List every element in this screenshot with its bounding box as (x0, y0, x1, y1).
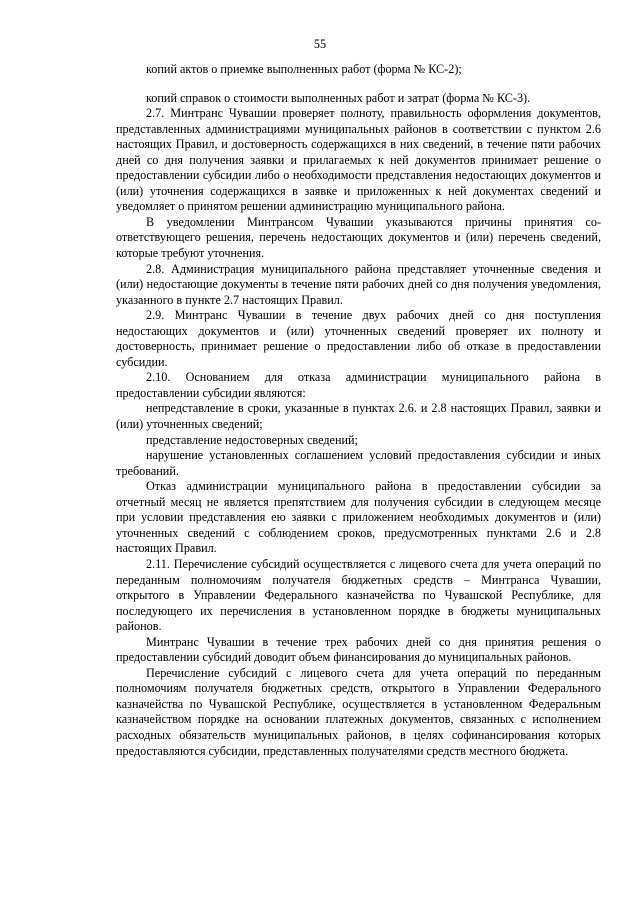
page-number: 55 (313, 37, 327, 51)
paragraph-false-info: представление недостоверных сведений; (146, 432, 358, 447)
paragraph-2-10: 2.10. Основанием для отказа администрации муниципального района в предоставлении субсидии являются: (116, 370, 601, 400)
paragraph-ks2: копий актов о приемке выполненных работ (форма № КС-2); (146, 62, 462, 76)
paragraph-non-submission: непредставление в сроки, указанные в пунктах 2.6. и 2.8 настоящих Правил, заявки и (или) уточненных сведений; (116, 401, 601, 432)
paragraph-2-9: 2.9. Минтранс Чувашии в течение двух рабочих дней со дня поступления недостающих документов и (или) уточненных сведений проверяет их полноту и достоверность, принимает решение о предоставлении либо об отказе в предоставлении субсидии. (116, 308, 601, 369)
paragraph-2-7: 2.7. Минтранс Чувашии проверяет полноту, правильность оформления документов, представленных администрациями муниципальных районов в соответствии с пунктом 2.6 настоящих Правил, и достоверность содержащихся в них сведений, в течение пяти рабочих дней со дня получения заявки и прилагаемых к ней документов принимает решение о предоставлении субсидии либо о необходимости представления недостающих документов и (или) уточнения содержащихся в заявке и приложенных к ней документах сведений и уведомляет о принятом решении администрацию муниципального района. (116, 106, 601, 214)
paragraph-2-8: 2.8. Администрация муниципального района представляет уточненные сведения и (или) недостающие документы в течение пяти рабочих дней со дня получения уведомления, указанного в пункте 2.7 настоящих Правил. (116, 261, 601, 307)
paragraph-notification: В уведомлении Минтрансом Чувашии указываются причины принятия соответствующего решения, перечень недостающих документов и (или) перечень сведений, которые требуют уточнения. (116, 214, 601, 261)
paragraph-funding: Минтранс Чувашии в течение трех рабочих дней со дня принятия решения о предоставлении субсидий доводит объем финансирования до муниципальных районов. (116, 634, 601, 665)
paragraph-2-11: 2.11. Перечисление субсидий осуществляется с лицевого счета для учета операций по переданным полномочиям получателя бюджетных средств – Минтранса Чувашии, открытого в Управлении Федерального казначейства по Чувашской Республике, для последующего их перечисления в установленном порядке в бюджеты муниципальных районов. (116, 556, 601, 634)
paragraph-transfer: Перечисление субсидий с лицевого счета для учета операций по переданным полномочиям получателя бюджетных средств, открытого в Управлении Федерального казначейства по Чувашской Республике, осуществляется в установленном Федеральным казначейством порядке на основании платежных документов, связанных с исполнением расходных обязательств муниципальных районов, в целях софинансирования которых предоставляются субсидии, представленных получателями средств местного бюджета. (116, 665, 601, 758)
paragraph-ks3: копий справок о стоимости выполненных работ и затрат (форма № КС-3). (146, 90, 531, 105)
document-body (116, 62, 601, 759)
paragraph-violation: нарушение установленных соглашением условий предоставления субсидии и иных требований. (116, 448, 601, 478)
paragraph-refusal: Отказ администрации муниципального района в предоставлении субсидии за отчетный месяц не является препятствием для получения субсидии в следующем месяце при условии представления ею заявки с приложением необходимых документов и (или) уточненных сведений с соблюдением сроков, предусмотренных пунктами 2.6 и 2.8 настоящих Правил. (116, 479, 601, 556)
